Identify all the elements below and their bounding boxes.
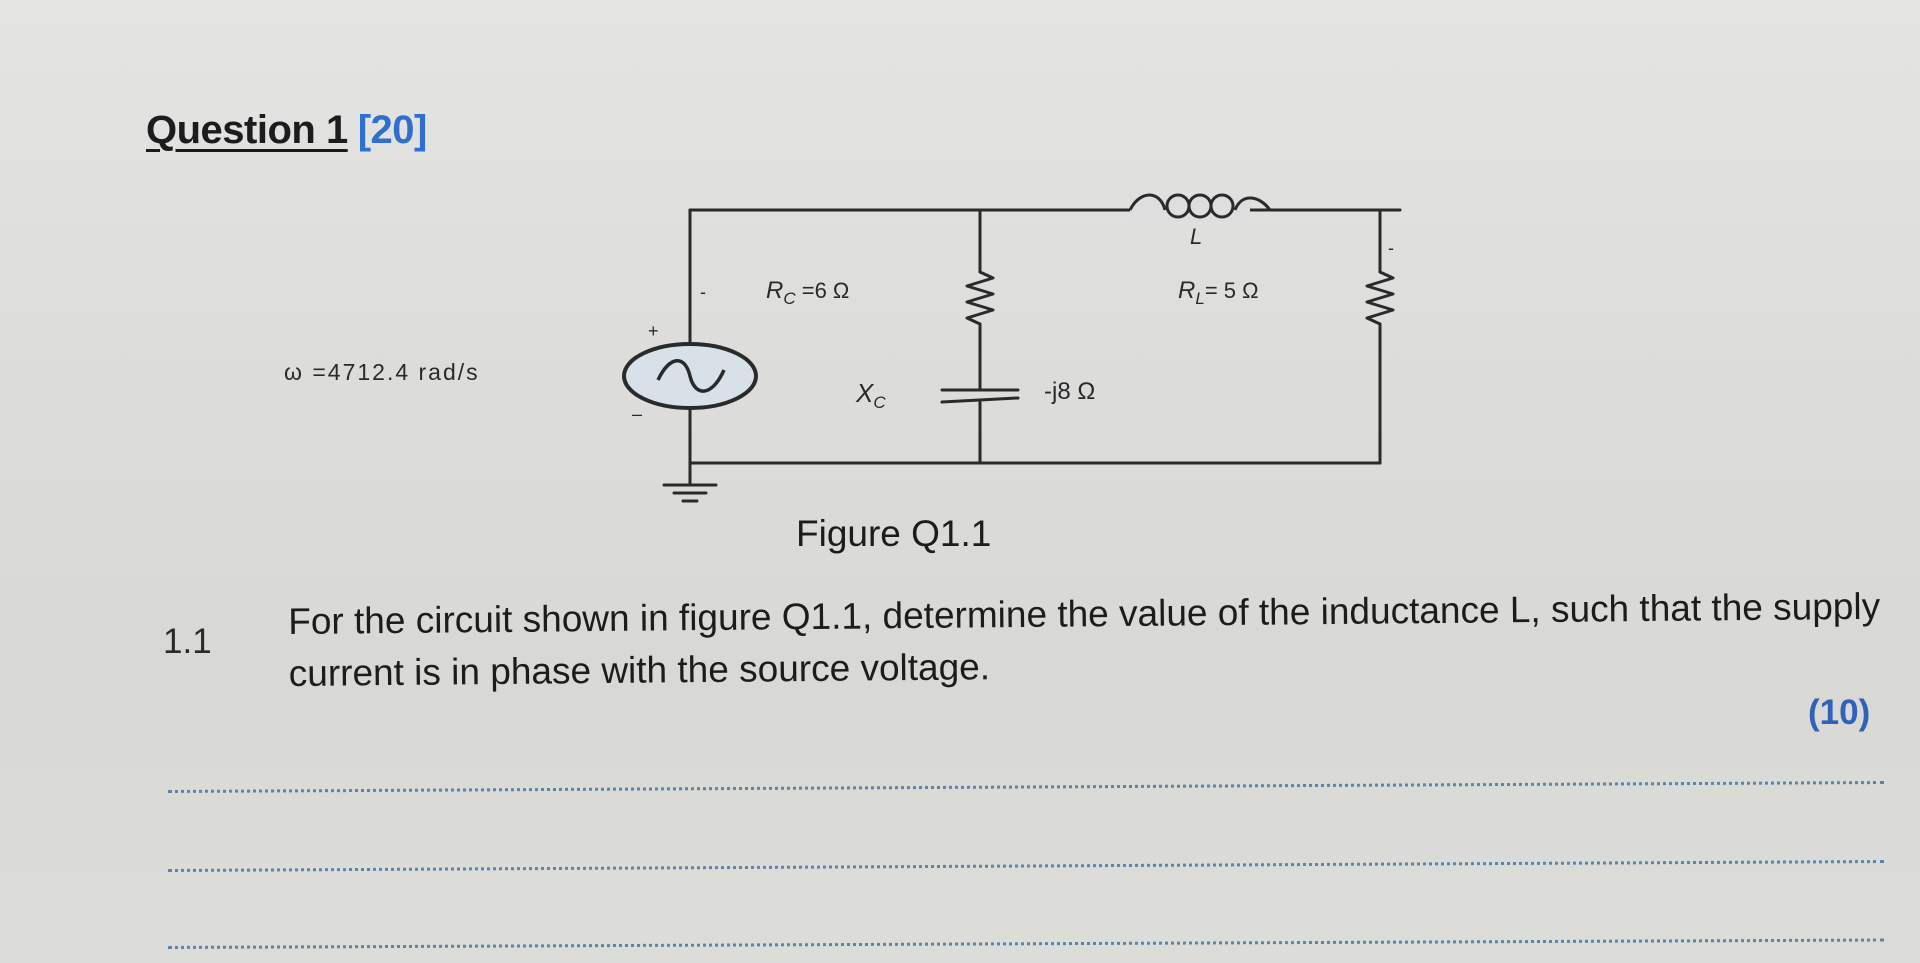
circuit-diagram [260, 180, 1420, 520]
resistor-rc [967, 272, 993, 324]
question-number: 1.1 [163, 622, 212, 661]
question-text: For the circuit shown in figure Q1.1, determine the value of the inductance L, such that the supply current is in phase with the source voltage. [288, 585, 1881, 694]
rl-label: $R_L= 5$ Ω [1178, 277, 1259, 308]
rc-minus-sign: - [700, 282, 706, 302]
question-title: Question 1 [146, 108, 348, 152]
rc-label: $R_C =6$ Ω [766, 277, 850, 308]
answer-line [168, 939, 1884, 949]
rl-minus-sign: - [1388, 238, 1394, 258]
question-total-marks: [20] [357, 108, 427, 152]
answer-line [168, 781, 1884, 793]
question-heading [146, 108, 427, 153]
xc-label: $X_C$ [856, 378, 886, 412]
inductor-l [1130, 195, 1270, 222]
l-label: L [1190, 224, 1203, 249]
answer-line [168, 860, 1884, 872]
resistor-rl [1367, 272, 1393, 324]
xc-value: -j8 Ω [1044, 378, 1096, 405]
figure-caption: Figure Q1.1 [796, 513, 992, 554]
source-plus-sign: + [648, 321, 659, 341]
question-marks: (10) [1808, 693, 1871, 732]
source-minus-sign: – [632, 404, 643, 424]
ac-source [624, 344, 756, 408]
source-frequency-label: ω =4712.4 rad/s [284, 359, 480, 385]
